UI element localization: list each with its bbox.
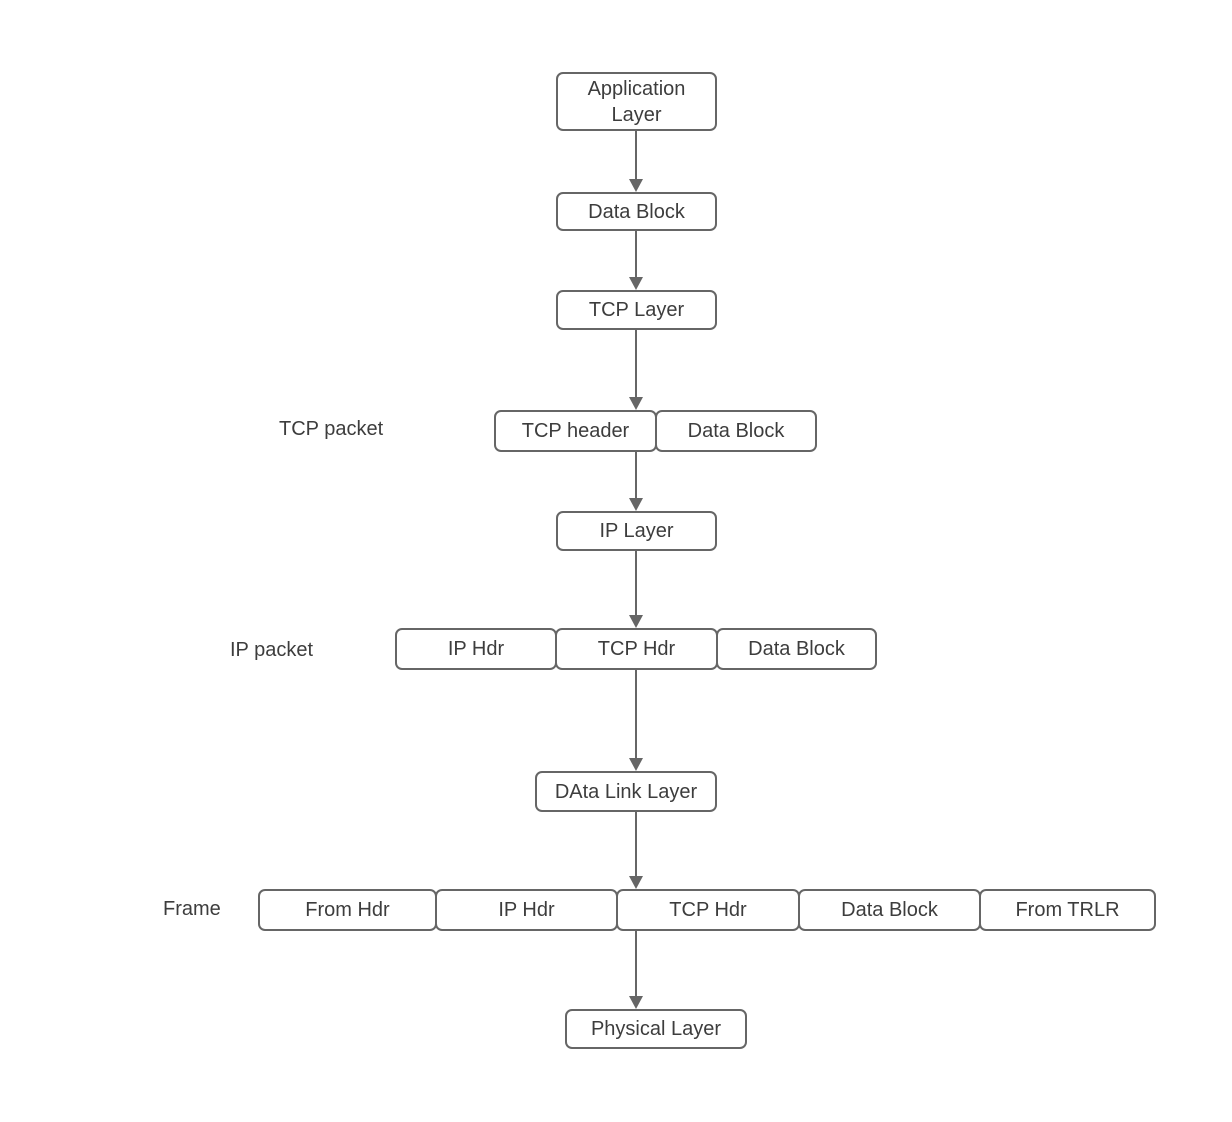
arrow-down-icon — [629, 397, 643, 410]
arrow-line — [635, 931, 637, 998]
arrow-line — [635, 812, 637, 878]
node-from-hdr: From Hdr — [258, 889, 437, 931]
node-data-block-3: Data Block — [716, 628, 877, 670]
arrow-datablock-to-tcplayer — [628, 231, 644, 290]
arrow-down-icon — [629, 615, 643, 628]
label-ip-packet: IP packet — [230, 639, 314, 661]
arrow-line — [635, 131, 637, 181]
arrow-iplayer-to-ippacket — [628, 551, 644, 628]
arrow-tcppacket-to-iplayer — [628, 452, 644, 511]
node-frame-tcp-hdr: TCP Hdr — [616, 889, 800, 931]
arrow-datalink-to-frame — [628, 812, 644, 889]
label-frame: Frame — [163, 898, 221, 920]
arrow-down-icon — [629, 996, 643, 1009]
arrow-line — [635, 452, 637, 500]
node-data-block-1: Data Block — [556, 192, 717, 231]
node-data-link-layer: DAta Link Layer — [535, 771, 717, 812]
node-tcp-header: TCP header — [494, 410, 657, 452]
node-tcp-layer: TCP Layer — [556, 290, 717, 330]
arrow-line — [635, 551, 637, 617]
arrow-line — [635, 670, 637, 760]
arrow-ippacket-to-datalink — [628, 670, 644, 771]
arrow-down-icon — [629, 758, 643, 771]
arrow-down-icon — [629, 179, 643, 192]
arrow-down-icon — [629, 498, 643, 511]
arrow-line — [635, 330, 637, 399]
node-ip-hdr: IP Hdr — [395, 628, 557, 670]
arrow-down-icon — [629, 876, 643, 889]
arrow-app-to-datablock — [628, 131, 644, 192]
node-frame-ip-hdr: IP Hdr — [435, 889, 618, 931]
node-data-block-2: Data Block — [655, 410, 817, 452]
node-ip-layer: IP Layer — [556, 511, 717, 551]
node-from-trlr: From TRLR — [979, 889, 1156, 931]
arrow-frame-to-physical — [628, 931, 644, 1009]
arrow-down-icon — [629, 277, 643, 290]
arrow-tcplayer-to-tcppacket — [628, 330, 644, 410]
node-physical-layer: Physical Layer — [565, 1009, 747, 1049]
arrow-line — [635, 231, 637, 279]
node-tcp-hdr: TCP Hdr — [555, 628, 718, 670]
label-tcp-packet: TCP packet — [279, 418, 384, 440]
node-data-block-4: Data Block — [798, 889, 981, 931]
node-application-layer: Application Layer — [556, 72, 717, 131]
